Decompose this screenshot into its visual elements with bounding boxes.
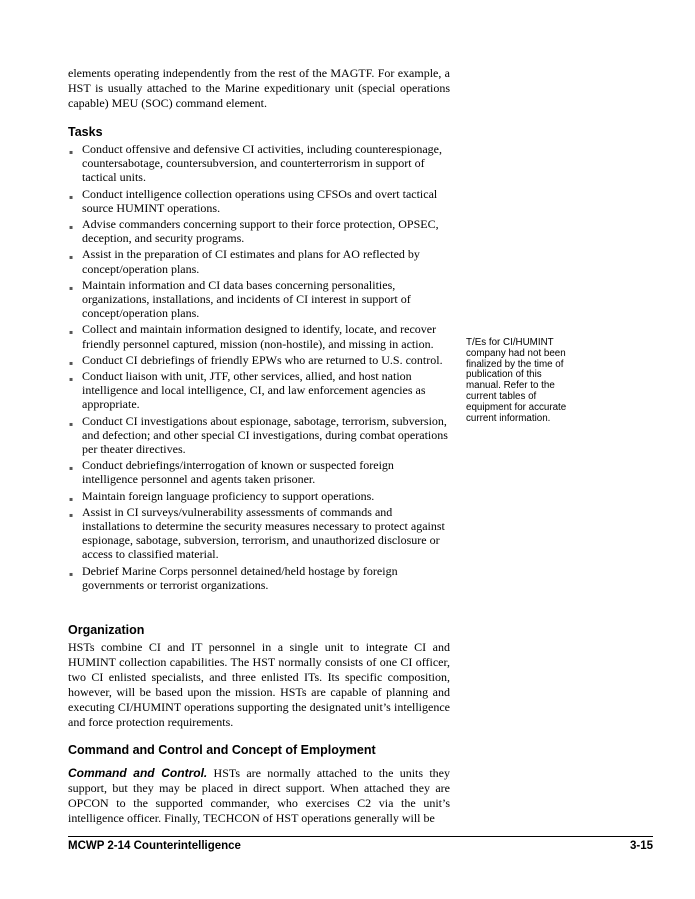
footer-title: MCWP 2-14 Counterintelligence [68, 840, 241, 852]
list-item: ▪ Collect and maintain information designed to identify, locate, and recover friendly personnel captured, mission (non-hostile), and missing in action. [69, 322, 437, 351]
margin-note: T/Es for CI/HUMINT company had not been finalized by the time of publication of this manual. Refer to the current tables of equipment for accurate current information. [466, 337, 567, 424]
list-item: ▪ Assist in the preparation of CI estimates and plans for AO reflected by concept/operation plans. [69, 247, 420, 276]
organization-paragraph: HSTs combine CI and IT personnel in a single unit to integrate CI and HUMINT collection capabilities. The HST normally consists of one CI officer, two CI enlisted specialists, and three enlisted ITs. Its specific composition, however, will be based upon the mission. HSTs are capable of planning and executing CI/HUMINT operations supporting the designated unit’s intelligence and force protection requirements. [68, 640, 450, 729]
bullet-icon: ▪ [69, 511, 74, 519]
bullet-icon: ▪ [69, 329, 74, 337]
tasks-heading: Tasks [68, 125, 103, 139]
page-number: 3-15 [629, 840, 653, 852]
bullet-icon: ▪ [69, 224, 74, 232]
command-paragraph [68, 766, 450, 826]
list-item: ▪ Debrief Marine Corps personnel detained/held hostage by foreign governments or terrorist organizations. [69, 563, 398, 592]
list-item: ▪ Conduct offensive and defensive CI activities, including counterespionage, countersabotage, countersubversion, and counterterrorism in support of tactical units. [69, 142, 443, 185]
bullet-icon: ▪ [69, 149, 74, 156]
bullet-icon: ▪ [69, 284, 74, 292]
list-item: ▪ Advise commanders concerning support to their force protection, OPSEC, deception, and security programs. [69, 217, 439, 246]
bullet-icon: ▪ [69, 376, 74, 384]
command-runin: Command and Control. [68, 766, 208, 780]
list-item: ▪ Conduct CI investigations about espionage, sabotage, terrorism, subversion, and defection; and other special CI investigations, during combat operations per theater directives. [69, 413, 448, 457]
page-footer [68, 839, 653, 853]
list-item: ▪ Conduct intelligence collection operations using CFSOs and overt tactical source HUMINT operations. [69, 186, 438, 215]
list-item: ▪ Maintain information and CI data bases concerning personalities, organizations, installations, and incidents of CI interest in support of concept/operation plans. [69, 277, 411, 321]
bullet-icon: ▪ [69, 193, 74, 201]
list-item: ▪ Maintain foreign language proficiency to support operations. [68, 489, 450, 503]
command-heading: Command and Control and Concept of Employment [68, 743, 376, 757]
list-item: ▪ Conduct liaison with unit, JTF, other services, allied, and host nation intelligence and local intelligence, CI, and law enforcement agencies as appropriate. [69, 369, 426, 412]
bullet-icon: ▪ [69, 465, 74, 473]
tasks-list [68, 142, 450, 594]
list-item: ▪ Assist in CI surveys/vulnerability assessments of commands and installations to determine the security measures necessary to protect against espionage, sabotage, subversion, terrorism, and unauthorized disclosure or access to classified material. [69, 504, 445, 562]
footer-rule [68, 836, 653, 837]
command-text: HSTs are normally attached to the units they support, but they may be placed in direct support. When attached they are OPCON to the supported commander, who exercises C2 via the unit’s intelligence officer. Finally, TECHCON of HST operations generally will be [68, 766, 450, 825]
list-item: ▪ Conduct CI debriefings of friendly EPWs who are returned to U.S. control. [68, 353, 450, 367]
organization-heading: Organization [68, 623, 145, 637]
bullet-icon: ▪ [69, 570, 74, 578]
bullet-icon: ▪ [69, 254, 74, 262]
intro-paragraph: elements operating independently from the rest of the MAGTF. For example, a HST is usually attached to the Marine expeditionary unit (special operations capable) MEU (SOC) command element. [68, 66, 450, 110]
bullet-icon: ▪ [69, 359, 74, 367]
bullet-icon: ▪ [69, 495, 74, 503]
list-item: ▪ Conduct debriefings/interrogation of known or suspected foreign intelligence personnel and agents taken prisoner. [69, 458, 394, 487]
bullet-icon: ▪ [69, 420, 74, 428]
